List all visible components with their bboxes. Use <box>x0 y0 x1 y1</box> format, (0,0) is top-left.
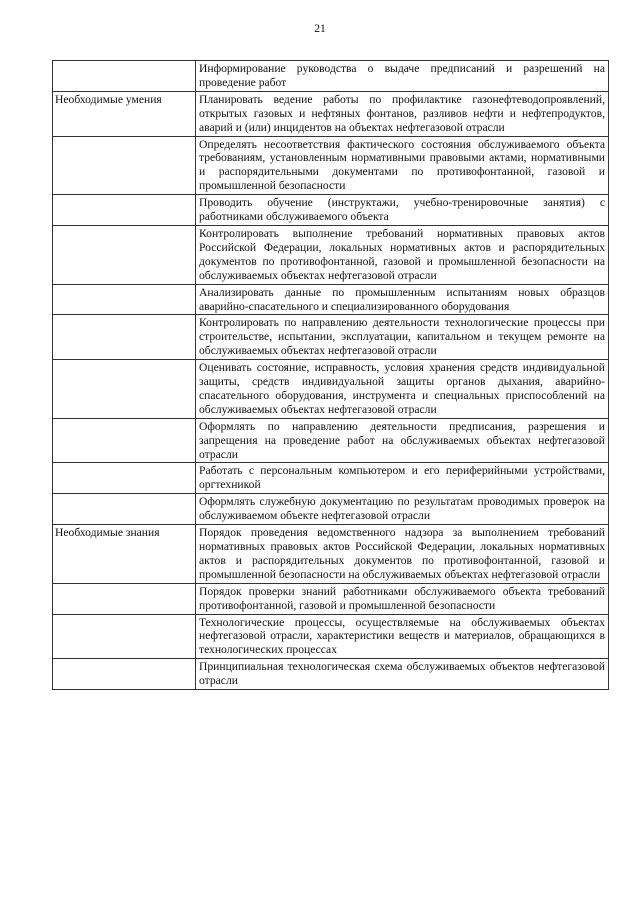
row-category-label <box>53 195 196 226</box>
row-category-label <box>53 136 196 195</box>
row-description: Порядок проведения ведомственного надзора за выполнением требований нормативных правовых актов Российской Федерации, локальных нормативных актов и распорядительных документов по противофонтанной, газовой и промышленной безопасности на обслуживаемых объектах нефтегазовой отрасли <box>196 525 609 584</box>
row-description: Контролировать выполнение требований нормативных правовых актов Российской Федерации, локальных нормативных актов и распорядительных документов по противофонтанной, газовой и промышленной безопасности на обслуживаемых объектах нефтегазовой отрасли <box>196 225 609 284</box>
row-description: Принципиальная технологическая схема обслуживаемых объектов нефтегазовой отрасли <box>196 659 609 690</box>
table-row <box>53 315 609 360</box>
row-category-label <box>53 463 196 494</box>
row-description: Оформлять по направлению деятельности предписания, разрешения и запрещения на проведение работ на обслуживаемых объектах нефтегазовой отрасли <box>196 418 609 463</box>
table-row <box>53 525 609 584</box>
table-row <box>53 418 609 463</box>
table-row <box>53 61 609 92</box>
table-row <box>53 360 609 419</box>
table-row <box>53 91 609 136</box>
table-row <box>53 195 609 226</box>
row-description: Оформлять служебную документацию по результатам проводимых проверок на обслуживаемом объекте нефтегазовой отрасли <box>196 494 609 525</box>
row-category-label <box>53 659 196 690</box>
row-category-label <box>53 418 196 463</box>
row-category-label: Необходимые умения <box>53 91 196 136</box>
row-description: Контролировать по направлению деятельности технологические процессы при строительстве, испытании, эксплуатации, капитальном и текущем ремонте на обслуживаемых объектах нефтегазовой отрасли <box>196 315 609 360</box>
row-category-label <box>53 225 196 284</box>
row-category-label: Необходимые знания <box>53 525 196 584</box>
table-row <box>53 136 609 195</box>
table-row <box>53 225 609 284</box>
table-row <box>53 463 609 494</box>
row-description: Работать с персональным компьютером и его периферийными устройствами, оргтехникой <box>196 463 609 494</box>
row-description: Определять несоответствия фактического состояния обслуживаемого объекта требованиям, установленным нормативными правовыми актами, нормативными и распорядительными документами по противофонтанной, газовой и промышленной безопасности <box>196 136 609 195</box>
table-row <box>53 284 609 315</box>
table-row <box>53 494 609 525</box>
row-description: Порядок проверки знаний работниками обслуживаемого объекта требований противофонтанной, газовой и промышленной безопасности <box>196 583 609 614</box>
row-description: Информирование руководства о выдаче предписаний и разрешений на проведение работ <box>196 61 609 92</box>
row-category-label <box>53 315 196 360</box>
row-description: Технологические процессы, осуществляемые на обслуживаемых объектах нефтегазовой отрасли, характеристики веществ и материалов, обращающихся в технологических процессах <box>196 614 609 659</box>
table-row <box>53 583 609 614</box>
table-row <box>53 614 609 659</box>
row-category-label <box>53 614 196 659</box>
row-description: Планировать ведение работы по профилактике газонефтеводопроявлений, открытых газовых и нефтяных фонтанов, разливов нефти и нефтепродуктов, аварий и (или) инцидентов на объектах нефтегазовой отрасли <box>196 91 609 136</box>
table-row <box>53 659 609 690</box>
row-description: Анализировать данные по промышленным испытаниям новых образцов аварийно-спасательного и специализированного оборудования <box>196 284 609 315</box>
row-description: Оценивать состояние, исправность, условия хранения средств индивидуальной защиты, средств индивидуальной защиты органов дыхания, аварийно-спасательного оборудования, инструмента и специальных приспособлений на обслуживаемых объектах нефтегазовой отрасли <box>196 360 609 419</box>
row-category-label <box>53 61 196 92</box>
requirements-table <box>52 60 609 690</box>
row-category-label <box>53 494 196 525</box>
row-category-label <box>53 284 196 315</box>
row-category-label <box>53 583 196 614</box>
row-category-label <box>53 360 196 419</box>
page-number: 21 <box>314 23 326 35</box>
row-description: Проводить обучение (инструктажи, учебно-тренировочные занятия) с работниками обслуживаемого объекта <box>196 195 609 226</box>
